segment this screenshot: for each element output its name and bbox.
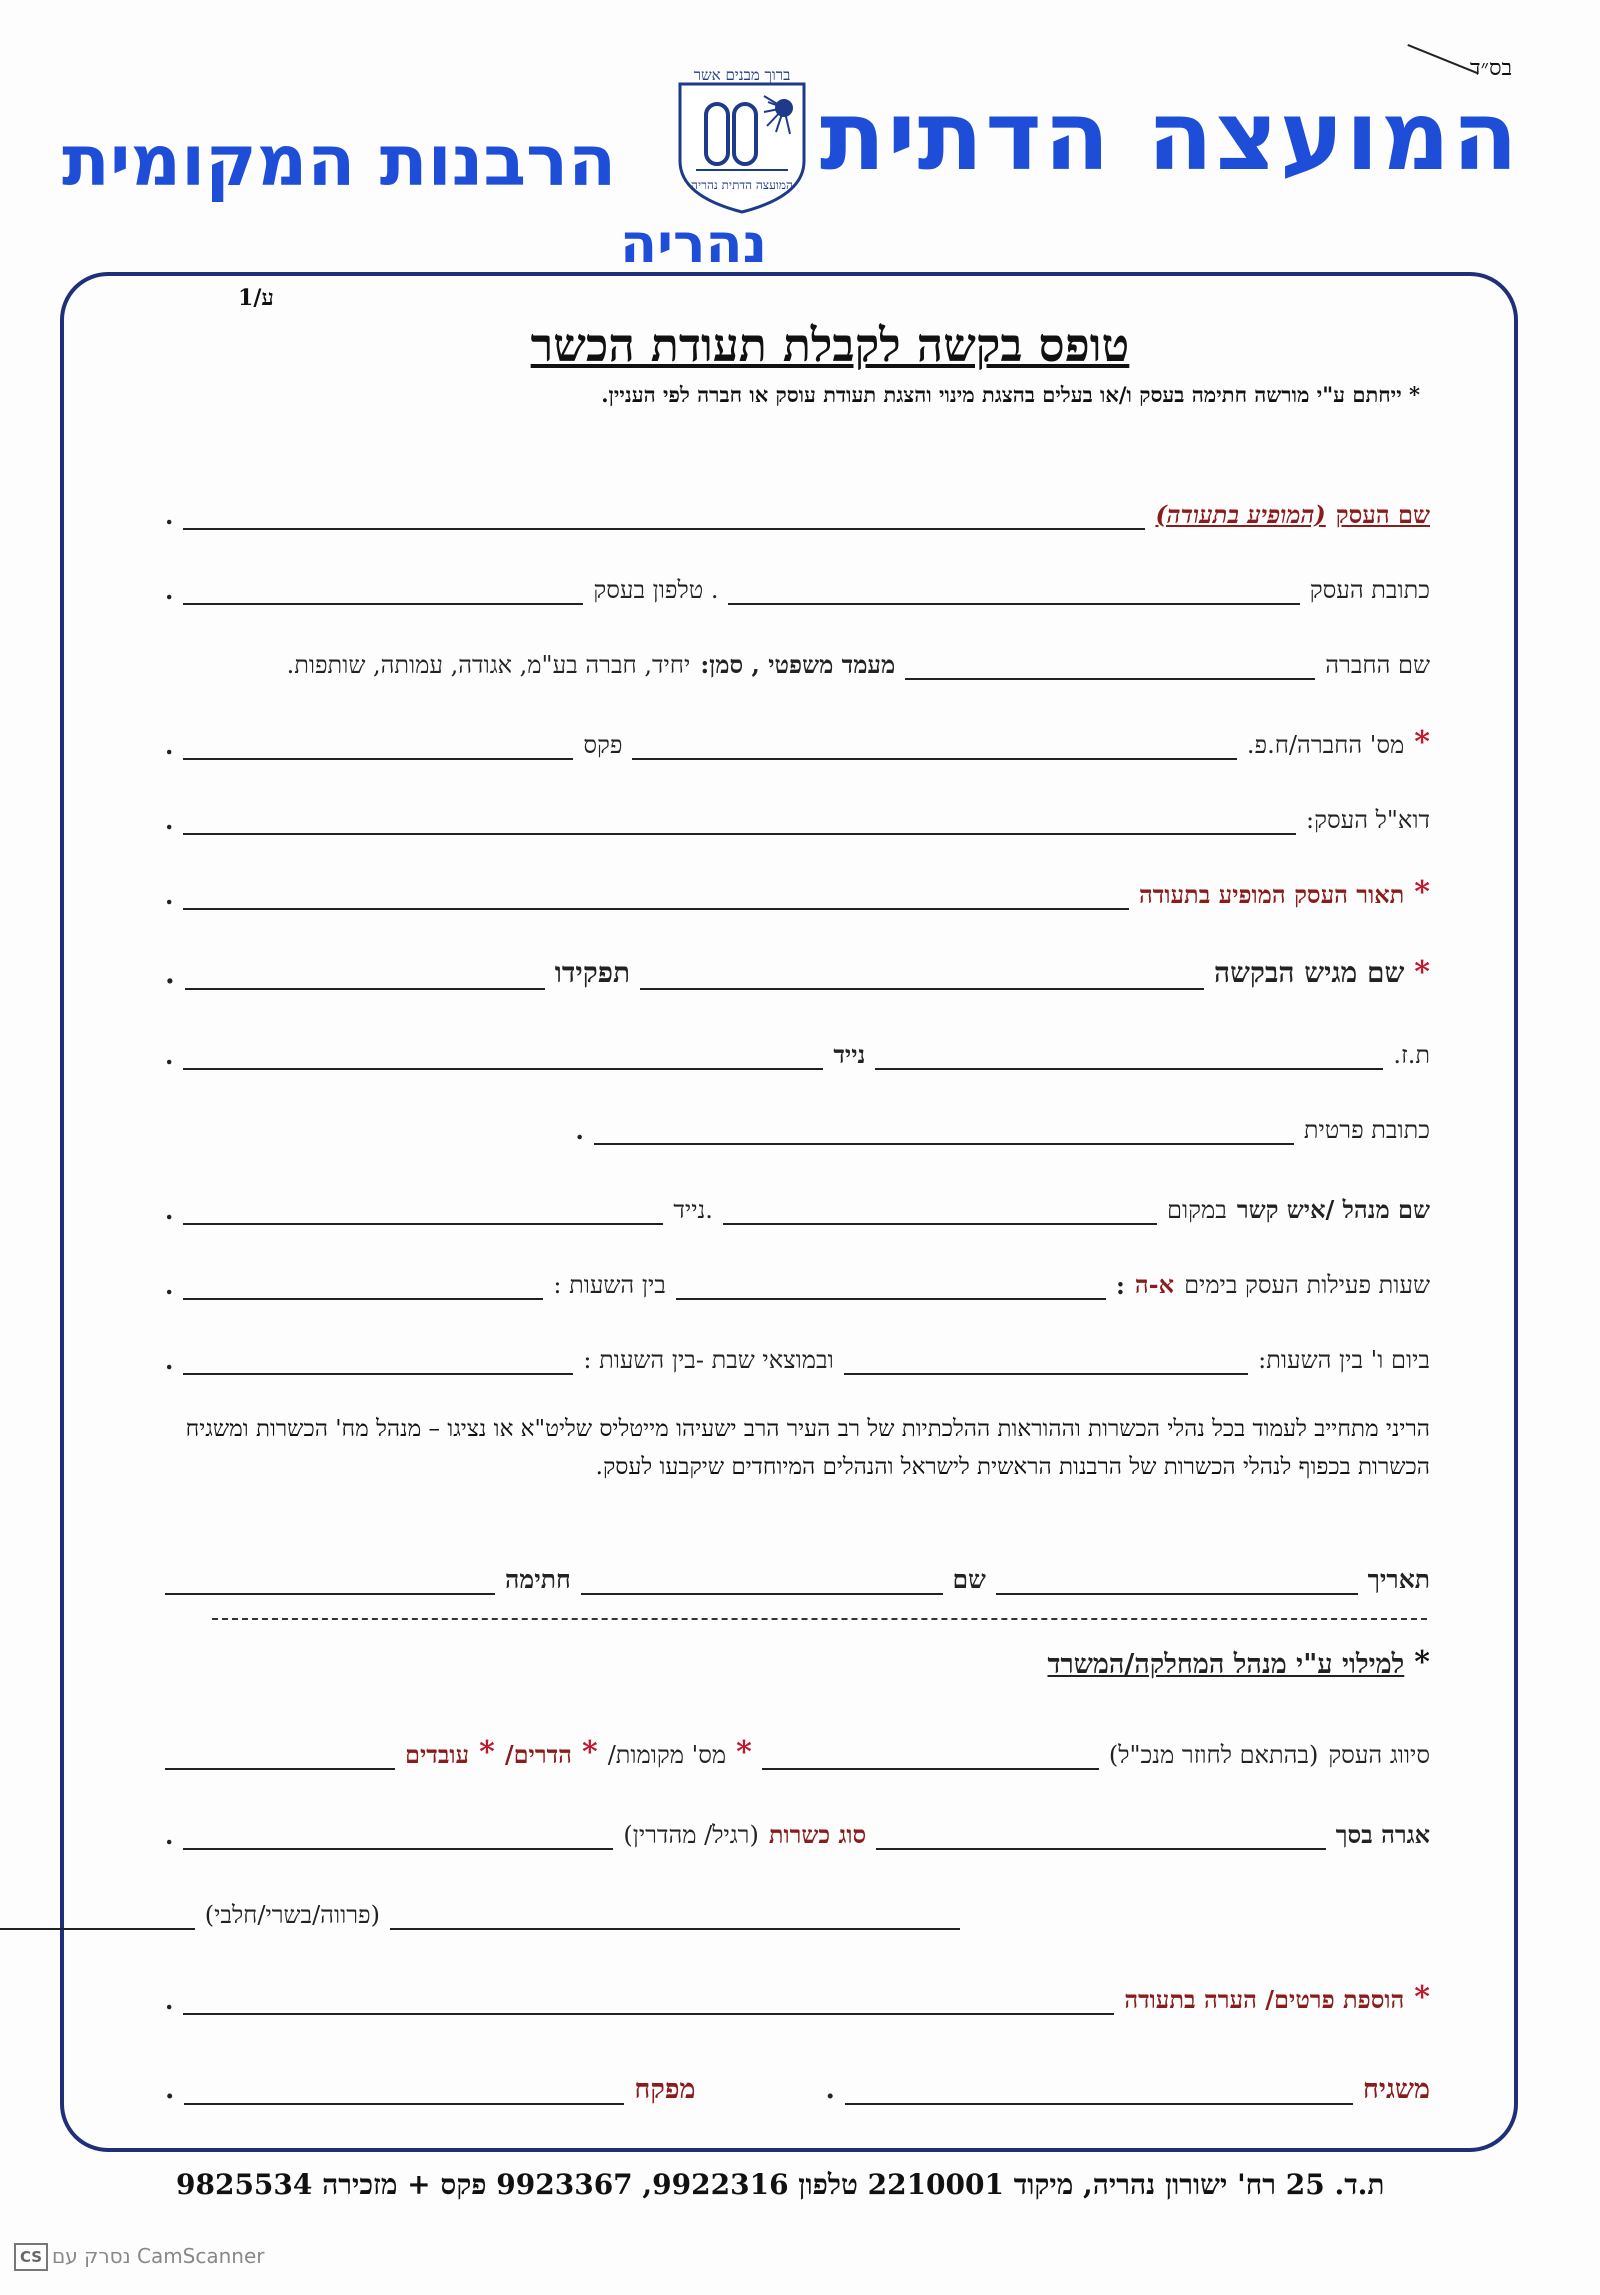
- business-description-field[interactable]: [183, 880, 1129, 910]
- business-class-label: סיווג העסק: [1328, 1741, 1430, 1769]
- manager-mobile-field[interactable]: [183, 1195, 663, 1225]
- form-number: ע/1: [238, 285, 274, 311]
- seats-label: מס' מקומות/: [607, 1741, 727, 1769]
- required-star: *: [1414, 725, 1430, 760]
- business-class-field[interactable]: [762, 1740, 1099, 1770]
- applicant-role-label: תפקידו: [554, 956, 631, 989]
- weekday-hours-to-field[interactable]: [183, 1270, 543, 1300]
- business-name-note: (המופיע בתעודה): [1155, 500, 1326, 529]
- company-name-field[interactable]: [905, 650, 1315, 680]
- row-id: ת.ז. נייד .: [165, 1040, 1430, 1070]
- row-signature: [165, 1555, 1430, 1595]
- required-star: *: [1414, 875, 1430, 910]
- id-label: ת.ז.: [1393, 1041, 1430, 1069]
- row-company-name: [165, 640, 1430, 680]
- legal-status-label: מעמד משפטי , סמן:: [700, 650, 896, 679]
- business-description-label: תאור העסק המופיע בתעודה: [1138, 880, 1405, 909]
- row-business-name: שם העסק (המופיע בתעודה) .: [165, 500, 1430, 530]
- days-range-label: א-ה: [1134, 1270, 1175, 1299]
- row-additional-details: * הוספת פרטים/ הערה בתעודה .: [165, 1980, 1430, 2015]
- manager-name-label: שם מנהל /איש קשר: [1236, 1195, 1430, 1224]
- row-office-title: [165, 1640, 1430, 1680]
- fee-field[interactable]: [876, 1820, 1326, 1850]
- row-applicant: * שם מגיש הבקשה תפקידו .: [165, 955, 1430, 990]
- email-label: דוא"ל העסק:: [1306, 806, 1430, 834]
- required-star: *: [479, 1735, 495, 1770]
- friday-hours-label: ביום ו' בין השעות:: [1258, 1346, 1430, 1374]
- business-phone-label: . טלפון בעסק: [593, 576, 719, 604]
- business-address-label: כתובת העסק: [1309, 576, 1430, 604]
- row-weekday-hours: שעות פעילות העסק בימים א-ה : בין השעות : .: [165, 1270, 1430, 1300]
- required-star: *: [736, 1735, 752, 1770]
- emblem-bottom-text: המועצה הדתית נהריה: [691, 178, 793, 192]
- applicant-name-field[interactable]: [640, 960, 1204, 990]
- additional-details-field[interactable]: [183, 1985, 1114, 2015]
- supervisor-field[interactable]: [845, 2075, 1353, 2105]
- name-field[interactable]: [581, 1565, 943, 1595]
- signature-label: חתימה: [505, 1565, 571, 1594]
- food-type-label: (פרווה/בשרי/חלבי): [204, 1901, 380, 1929]
- camscanner-text: נסרק עם CamScanner: [52, 2244, 265, 2268]
- office-section-title: למילוי ע"י מנהל המחלקה/המשרד: [1047, 1649, 1405, 1680]
- row-company-number: * מס' החברה/ח.פ. פקס .: [165, 725, 1430, 760]
- row-business-class: [165, 1730, 1430, 1770]
- workers-label: עובדים: [405, 1740, 470, 1769]
- row-weekend-hours: ביום ו' בין השעות: ובמוצאי שבת -בין השעות : .: [165, 1346, 1430, 1375]
- bsd-strike: [1407, 44, 1477, 74]
- signature-field[interactable]: [165, 1565, 495, 1595]
- camscanner-logo-icon: CS: [14, 2243, 48, 2271]
- business-phone-field[interactable]: [183, 575, 583, 605]
- id-field[interactable]: [875, 1040, 1383, 1070]
- section-divider: [212, 1618, 1427, 1620]
- row-manager: שם מנהל /איש קשר במקום .נייד .: [165, 1195, 1430, 1225]
- rabbinate-name: הרבנות המקומית: [62, 120, 617, 202]
- row-business-address: כתובת העסק . טלפון בעסק .: [165, 576, 1430, 605]
- company-number-field[interactable]: [632, 730, 1236, 760]
- applicant-role-field[interactable]: [185, 960, 545, 990]
- food-type-field[interactable]: [0, 1900, 195, 1930]
- row-fee-kashrut: אגרה בסך סוג כשרות (רגיל/ מהדרין) .: [165, 1820, 1430, 1850]
- mobile-field[interactable]: [183, 1040, 823, 1070]
- inspector-field[interactable]: [184, 2075, 624, 2105]
- date-field[interactable]: [996, 1565, 1358, 1595]
- company-name-label: שם החברה: [1325, 651, 1430, 679]
- fax-label: פקס: [583, 731, 623, 759]
- rooms-label: הדרים/: [504, 1740, 572, 1769]
- row-business-description: * תאור העסק המופיע בתעודה .: [165, 875, 1430, 910]
- manager-name-field[interactable]: [723, 1195, 1157, 1225]
- footer-contact: ת.ד. 25 רח' ישורון נהריה, מיקוד 2210001 טלפון 9922316, 9923367 פקס + מזכירה 9825534: [176, 2168, 1385, 2201]
- legal-options-text: יחיד, חברה בע"מ, אגודה, עמותה, שותפות.: [286, 651, 691, 679]
- fee-label: אגרה בסך: [1335, 1820, 1430, 1849]
- city-name: נהריה: [620, 212, 768, 275]
- mobile-label: נייד: [833, 1040, 866, 1069]
- inspector-label: מפקח: [634, 2074, 696, 2105]
- manager-mobile-label: .נייד: [673, 1196, 713, 1224]
- private-address-field[interactable]: [594, 1115, 1294, 1145]
- council-name: המועצה הדתית: [819, 80, 1520, 192]
- saturday-night-label: ובמוצאי שבת -בין השעות :: [583, 1346, 834, 1374]
- form-subtitle: * ייחתם ע"י מורשה חתימה בעסק ו/או בעלים בהצגת מינוי והצגת תעודת עוסק או חברה לפי העניין.: [601, 382, 1420, 407]
- row-email: דוא"ל העסק: .: [165, 806, 1430, 835]
- supervisor-label: משגיח: [1362, 2074, 1430, 2105]
- between-hours-label: בין השעות :: [553, 1271, 666, 1299]
- required-star: *: [1414, 955, 1430, 990]
- company-number-label: מס' החברה/ח.פ.: [1246, 731, 1405, 759]
- required-star: *: [581, 1735, 598, 1770]
- friday-hours-field[interactable]: [844, 1345, 1248, 1375]
- kashrut-type-field[interactable]: [183, 1820, 613, 1850]
- food-type-field-spacer: [390, 1900, 960, 1930]
- required-star: *: [1414, 1980, 1430, 2015]
- kashrut-type-label: סוג כשרות: [768, 1820, 867, 1849]
- business-name-label: שם העסק: [1335, 500, 1430, 529]
- emblem-top-text: ברוך מבנים אשר: [693, 66, 791, 84]
- date-label: תאריך: [1367, 1565, 1430, 1594]
- manager-place-label: במקום: [1167, 1196, 1227, 1224]
- private-address-label: כתובת פרטית: [1303, 1116, 1430, 1144]
- business-name-field[interactable]: [183, 500, 1145, 530]
- email-field[interactable]: [183, 805, 1296, 835]
- business-address-field[interactable]: [728, 575, 1299, 605]
- form-title: טופס בקשה לקבלת תעודת הכשר: [530, 318, 1130, 372]
- row-private-address: כתובת פרטית .: [575, 1116, 1430, 1145]
- bsd-mark: בס״ד: [1470, 56, 1513, 81]
- saturday-night-field[interactable]: [183, 1345, 573, 1375]
- business-class-note: (בהתאם לחוזר מנכ"ל): [1108, 1741, 1319, 1769]
- kashrut-type-note: (רגיל/ מהדרין): [623, 1821, 759, 1849]
- row-food-type: [165, 1890, 1430, 1930]
- pledge-text: הריני מתחייב לעמוד בכל נהלי הכשרות וההוראות ההלכתיות של רב העיר הרב ישעיהו מייטליס שליט"א או נציגו – מנהל מח' הכשרות ומשגיח הכשרות בכפוף לנהלי הכשרות של הרבנות הראשית לישראל והנהלים המיוחדים שיקבעו לעסק.: [185, 1416, 1430, 1480]
- name-label: שם: [952, 1565, 986, 1594]
- hours-weekdays-label: שעות פעילות העסק בימים: [1184, 1271, 1430, 1299]
- applicant-name-label: שם מגיש הבקשה: [1213, 956, 1405, 989]
- additional-details-label: הוספת פרטים/ הערה בתעודה: [1124, 1985, 1405, 2014]
- row-supervisor: משגיח . מפקח .: [165, 2074, 1430, 2105]
- required-star: *: [1414, 1645, 1430, 1680]
- seats-rooms-workers-field[interactable]: [165, 1740, 395, 1770]
- weekday-hours-from-field[interactable]: [676, 1270, 1106, 1300]
- fax-field[interactable]: [183, 730, 573, 760]
